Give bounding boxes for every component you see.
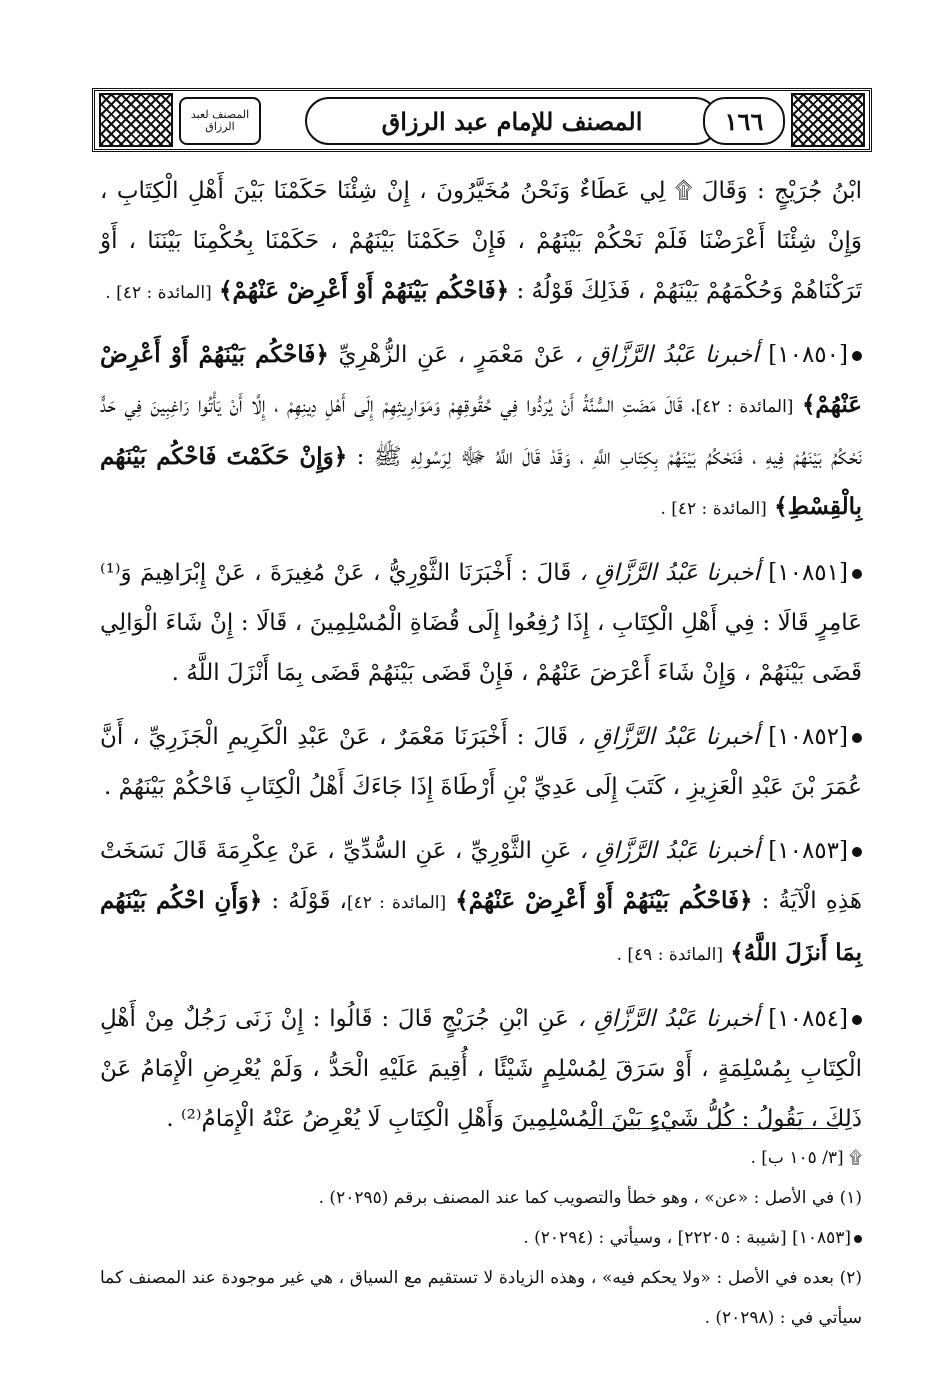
- hadith-number: [١٠٨٥٣]: [768, 838, 849, 864]
- ornament-left-decoration: [99, 93, 173, 147]
- hadith-number: [١٠٨٥٤]: [768, 1006, 849, 1032]
- paragraph-continuation: [100, 166, 862, 318]
- ornament-right-decoration: [791, 93, 865, 147]
- hadith-text: قَالَ : أَخْبَرَنَا مَعْمَرٌ ، عَنْ عَبْدِ الْكَرِيمِ الْجَزَرِيِّ ، أَنَّ عُمَرَ بْنَ عَبْدِ الْعَزِيزِ ، كَتَبَ إِلَى عَدِيِّ بْنِ أَرْطَاةَ إِذَا جَاءَكَ أَهْلُ الْكِتَابِ فَاحْكُمْ بَيْنَهُمْ .: [100, 724, 862, 800]
- footnote-1: (١) في الأصل : «عن» ، وهو خطأ والتصويب كما عند المصنف برقم (٢٠٢٩٥) .: [318, 1188, 862, 1208]
- footnote-source-text: [١٠٨٥٣] [شيبة : ٢٢٢٠٥] ، وسيأتي : (٢٠٢٩٤) .: [523, 1228, 851, 1248]
- verse-reference: [المائدة : ٤٢] .: [105, 283, 212, 303]
- quran-quote: ﴿فَاحْكُم بَيْنَهُمْ أَوْ أَعْرِضْ عَنْهُمْ﴾: [455, 887, 753, 914]
- bullet-icon: [852, 847, 862, 857]
- bullet-icon: [854, 1235, 862, 1243]
- hadith-isnad: أخبرنا عَبْدُ الرَّزَّاقِ ،: [579, 838, 760, 864]
- hadith-10852: [100, 712, 862, 812]
- quran-quote: ﴿فَاحْكُم بَيْنَهُمْ أَوْ أَعْرِضْ عَنْهُمْ﴾: [219, 277, 510, 304]
- footnotes: [100, 1138, 862, 1338]
- bullet-icon: [852, 569, 862, 579]
- hadith-10850: [100, 330, 862, 534]
- hadith-isnad: أخبرنا عَبْدُ الرَّزَّاقِ ،: [577, 724, 760, 750]
- bullet-icon: [852, 351, 862, 361]
- running-title: المصنف للإمام عبد الرزاق: [305, 97, 719, 145]
- verse-reference: [المائدة : ٤٢] .: [660, 499, 767, 519]
- footnote-source: [100, 1218, 862, 1258]
- verse-reference: [المائدة : ٤٢]: [695, 397, 794, 417]
- footnote-2: (٢) بعده في الأصل : «ولا يحكم فيه» ، وهذه الزيادة لا تستقيم مع السياق ، هي غير موجودة عند المصنف كما سيأتي في : (٢٠٢٩٨) .: [100, 1268, 862, 1328]
- hadith-number: [١٠٨٥٠]: [768, 342, 848, 368]
- hadith-isnad: أخبرنا عَبْدُ الرَّزَّاقِ ،: [577, 1006, 760, 1032]
- hadith-isnad: أخبرنا عَبْدُ الرَّزَّاقِ ،: [579, 560, 760, 586]
- quran-quote: ﴿وَإِنْ حَكَمْتَ فَاحْكُم بَيْنَهُم بِالْقِسْطِ﴾: [100, 443, 862, 520]
- hadith-10851: [100, 548, 862, 698]
- book-emblem: المصنف لعبد الرزاق: [179, 97, 261, 145]
- verse-reference: [المائدة : ٤٩] .: [616, 945, 723, 965]
- paragraph-text: ابْنُ جُرَيْجٍ : وَقَالَ ۩ لِي عَطَاءٌ وَنَحْنُ مُخَيَّرُونَ ، إِنْ شِئْنَا حَكَمْنَا بَيْنَ أَهْلِ الْكِتَابِ ، وَإِنْ شِئْنَا أَعْرَضْنَا فَلَمْ نَحْكُمْ بَيْنَهُمْ ، فَإِنْ حَكَمْنَا بَيْنَهُمْ ، حَكَمْنَا بِحُكْمِنَا بَيْنَنَا ، أَوْ تَرَكْنَاهُمْ وَحُكْمَهُمْ بَيْنَهُمْ ، فَذَلِكَ قَوْلُهُ :: [100, 178, 862, 304]
- hadith-10853: [100, 826, 862, 980]
- quran-quote: ﴿وَأَنِ احْكُم بَيْنَهُم بِمَا أَنزَلَ اللَّهُ﴾: [100, 887, 862, 966]
- bullet-icon: [852, 1015, 862, 1025]
- footnote-page-marker: ۩ [٣/ ١٠٥ ب] .: [750, 1148, 862, 1168]
- page-number: ١٦٦: [703, 97, 785, 145]
- hadith-text: ، قَالَ مَضَتِ السُّنَّةُ أَنْ يُرَدُّوا فِي حُقُوقِهِمْ وَمَوَارِيثِهِمْ إِلَى أَهْلِ دِينِهِمْ ، إِلَّا أَنْ يَأْتُوا رَاغِبِينَ فِي حَدٍّ نَحْكُمُ بَيْنَهُمْ فِيهِ ، فَنَحْكُمُ بَيْنَهُمْ بِكِتَابِ اللَّهِ ، وَقَدْ قَالَ اللَّهُ ﷻ لِرَسُولِهِ ﷺ :: [100, 392, 863, 470]
- hadith-text: عَنِ ابْنِ جُرَيْجٍ قَالَ : قَالُوا : إِنْ زَنَى رَجُلٌ مِنْ أَهْلِ الْكِتَابِ بِمُسْلِمَةٍ ، أَوْ سَرَقَ لِمُسْلِمٍ شَيْئًا ، أُقِيمَ عَلَيْهِ الْحَدُّ ، وَلَمْ يُعْرِضِ الْإِمَامُ عَنْ ذَلِكَ ، يَقُولُ : كُلُّ شَيْءٍ بَيْنَ الْمُسْلِمِينَ وَأَهْلِ الْكِتَابِ لَا يُعْرِضُ عَنْهُ الْإِمَامُ⁽²⁾ .: [100, 1006, 862, 1132]
- hadith-text: قَالَ : أَخْبَرَنَا الثَّوْرِيُّ ، عَنْ مُغِيرَةَ ، عَنْ إِبْرَاهِيمَ وَ⁽¹⁾ عَامِرٍ قَالَا : فِي أَهْلِ الْكِتَابِ ، إِذَا رُفِعُوا إِلَى قُضَاةِ الْمُسْلِمِينَ ، قَالَا : إِنْ شَاءَ الْوَالِي قَضَى بَيْنَهُمْ ، وَإِنْ شَاءَ أَعْرَضَ عَنْهُمْ ، فَإِنْ قَضَى بَيْنَهُمْ قَضَى بِمَا أَنْزَلَ اللَّهُ .: [100, 560, 862, 686]
- verse-reference: [المائدة : ٤٢]: [346, 893, 447, 913]
- hadith-number: [١٠٨٥٢]: [768, 724, 849, 750]
- page-header: [92, 88, 872, 152]
- bullet-icon: [852, 733, 862, 743]
- hadith-10854: [100, 994, 862, 1144]
- main-text: [100, 166, 862, 1158]
- footnote-divider: [588, 1128, 838, 1129]
- hadith-text: عَنْ مَعْمَرٍ ، عَنِ الزُّهْرِيِّ: [338, 342, 566, 368]
- hadith-text: عَنِ الثَّوْرِيِّ ، عَنِ السُّدِّيِّ ، عَنْ عِكْرِمَةَ قَالَ نَسَخَتْ هَذِهِ الْآيَةُ :: [100, 838, 863, 914]
- hadith-text: ، قَوْلَهُ :: [271, 888, 347, 914]
- quran-quote: ﴿فَاحْكُم بَيْنَهُمْ أَوْ أَعْرِضْ عَنْهُمْ﴾: [100, 341, 863, 418]
- hadith-isnad: أخبرنا عَبْدُ الرَّزَّاقِ ،: [574, 342, 759, 368]
- hadith-number: [١٠٨٥١]: [768, 560, 849, 586]
